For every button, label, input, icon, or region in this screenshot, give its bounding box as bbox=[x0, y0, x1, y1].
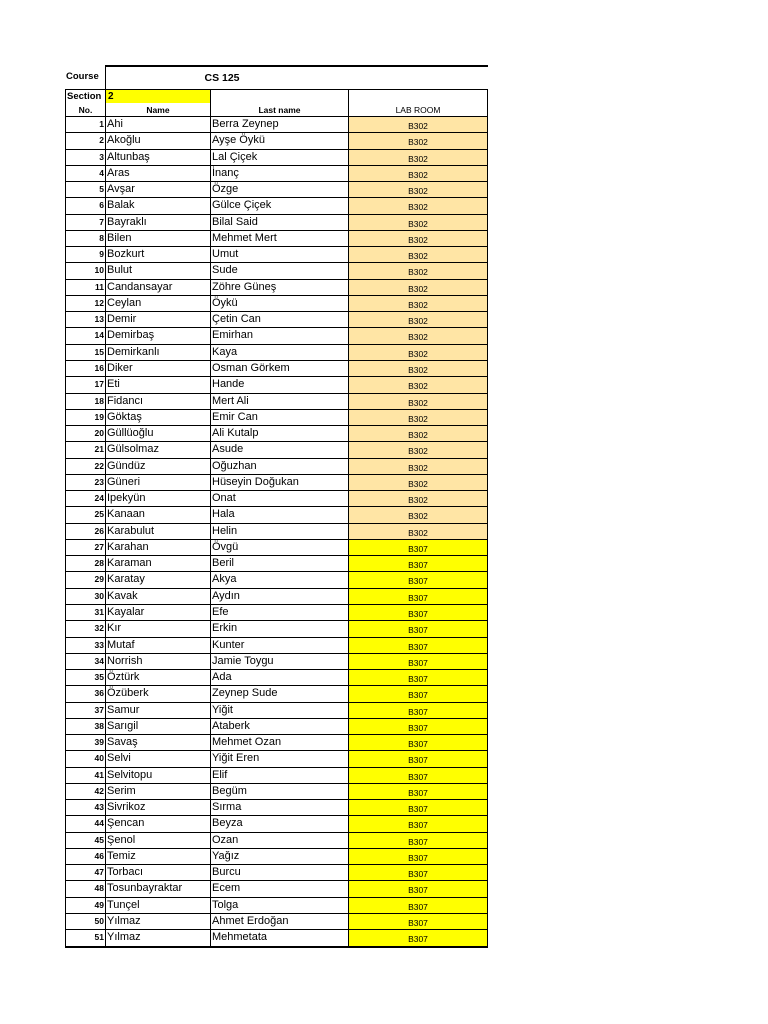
student-lab-room: B302 bbox=[348, 149, 488, 165]
table-row bbox=[65, 181, 488, 197]
table-row bbox=[65, 880, 488, 896]
student-lab-room: B302 bbox=[348, 279, 488, 295]
student-lab-room: B307 bbox=[348, 555, 488, 571]
table-row bbox=[65, 604, 488, 620]
table-row bbox=[65, 262, 488, 278]
table-row bbox=[65, 848, 488, 864]
table-row bbox=[65, 897, 488, 913]
table-row bbox=[65, 783, 488, 799]
table-row bbox=[65, 116, 488, 132]
student-number: 45 bbox=[65, 832, 105, 848]
student-name: Özüberk bbox=[105, 685, 210, 701]
table-row bbox=[65, 197, 488, 213]
student-name: Samur bbox=[105, 702, 210, 718]
student-last-name: Özge bbox=[210, 181, 348, 197]
table-row bbox=[65, 555, 488, 571]
student-number: 13 bbox=[65, 311, 105, 327]
student-lab-room: B302 bbox=[348, 311, 488, 327]
student-last-name: Yiğit bbox=[210, 702, 348, 718]
student-last-name: Mehmetata bbox=[210, 929, 348, 945]
section-blank-cell bbox=[210, 89, 348, 103]
student-lab-room: B302 bbox=[348, 327, 488, 343]
student-lab-room: B302 bbox=[348, 116, 488, 132]
student-name: Eti bbox=[105, 376, 210, 392]
roster-sheet bbox=[65, 65, 488, 946]
student-lab-room: B302 bbox=[348, 344, 488, 360]
student-last-name: Helin bbox=[210, 523, 348, 539]
student-lab-room: B307 bbox=[348, 913, 488, 929]
student-number: 29 bbox=[65, 571, 105, 587]
student-lab-room: B302 bbox=[348, 197, 488, 213]
student-lab-room: B307 bbox=[348, 718, 488, 734]
student-lab-room: B302 bbox=[348, 295, 488, 311]
student-name: Demir bbox=[105, 311, 210, 327]
table-row bbox=[65, 815, 488, 831]
student-last-name: Mert Ali bbox=[210, 393, 348, 409]
table-row bbox=[65, 523, 488, 539]
student-lab-room: B302 bbox=[348, 181, 488, 197]
section-value: 2 bbox=[105, 89, 210, 103]
student-lab-room: B307 bbox=[348, 750, 488, 766]
table-row bbox=[65, 376, 488, 392]
student-last-name: Sude bbox=[210, 262, 348, 278]
student-name: Bilen bbox=[105, 230, 210, 246]
student-number: 24 bbox=[65, 490, 105, 506]
section-lab-cell bbox=[348, 89, 488, 103]
student-name: Savaş bbox=[105, 734, 210, 750]
student-number: 49 bbox=[65, 897, 105, 913]
table-row bbox=[65, 344, 488, 360]
student-number: 31 bbox=[65, 604, 105, 620]
student-number: 33 bbox=[65, 637, 105, 653]
student-number: 7 bbox=[65, 214, 105, 230]
student-number: 50 bbox=[65, 913, 105, 929]
table-row bbox=[65, 588, 488, 604]
header-lab-room: LAB ROOM bbox=[348, 103, 488, 116]
student-name: Gülsolmaz bbox=[105, 441, 210, 457]
student-lab-room: B307 bbox=[348, 864, 488, 880]
student-last-name: Bilal Said bbox=[210, 214, 348, 230]
student-number: 43 bbox=[65, 799, 105, 815]
table-row bbox=[65, 913, 488, 929]
student-name: Mutaf bbox=[105, 637, 210, 653]
student-name: Ahi bbox=[105, 116, 210, 132]
table-row bbox=[65, 393, 488, 409]
section-label: Section bbox=[65, 89, 105, 103]
student-lab-room: B307 bbox=[348, 620, 488, 636]
table-row bbox=[65, 360, 488, 376]
table-row bbox=[65, 149, 488, 165]
student-lab-room: B302 bbox=[348, 425, 488, 441]
student-rows bbox=[65, 116, 488, 946]
student-name: Demirkanlı bbox=[105, 344, 210, 360]
student-number: 34 bbox=[65, 653, 105, 669]
student-number: 17 bbox=[65, 376, 105, 392]
table-row bbox=[65, 571, 488, 587]
student-last-name: Berra Zeynep bbox=[210, 116, 348, 132]
student-number: 44 bbox=[65, 815, 105, 831]
student-name: Güllüoğlu bbox=[105, 425, 210, 441]
student-last-name: Aydın bbox=[210, 588, 348, 604]
student-last-name: Akya bbox=[210, 571, 348, 587]
student-name: Norrish bbox=[105, 653, 210, 669]
course-label: Course bbox=[66, 71, 99, 82]
student-last-name: Yağız bbox=[210, 848, 348, 864]
student-number: 38 bbox=[65, 718, 105, 734]
table-row bbox=[65, 279, 488, 295]
table-row bbox=[65, 490, 488, 506]
student-lab-room: B302 bbox=[348, 490, 488, 506]
student-last-name: Mehmet Ozan bbox=[210, 734, 348, 750]
student-last-name: Hüseyin Doğukan bbox=[210, 474, 348, 490]
student-name: Öztürk bbox=[105, 669, 210, 685]
student-lab-room: B302 bbox=[348, 214, 488, 230]
student-lab-room: B302 bbox=[348, 132, 488, 148]
table-row bbox=[65, 653, 488, 669]
table-row bbox=[65, 637, 488, 653]
student-lab-room: B302 bbox=[348, 376, 488, 392]
student-last-name: Efe bbox=[210, 604, 348, 620]
student-last-name: Yiğit Eren bbox=[210, 750, 348, 766]
table-row bbox=[65, 230, 488, 246]
student-last-name: Begüm bbox=[210, 783, 348, 799]
student-last-name: Ahmet Erdoğan bbox=[210, 913, 348, 929]
student-number: 19 bbox=[65, 409, 105, 425]
student-lab-room: B307 bbox=[348, 832, 488, 848]
student-name: Fidancı bbox=[105, 393, 210, 409]
header-last-name: Last name bbox=[210, 103, 348, 116]
student-last-name: Ada bbox=[210, 669, 348, 685]
table-row bbox=[65, 669, 488, 685]
student-name: Karatay bbox=[105, 571, 210, 587]
student-lab-room: B307 bbox=[348, 685, 488, 701]
student-number: 3 bbox=[65, 149, 105, 165]
student-name: Selvi bbox=[105, 750, 210, 766]
student-name: Akoğlu bbox=[105, 132, 210, 148]
student-lab-room: B307 bbox=[348, 815, 488, 831]
student-number: 10 bbox=[65, 262, 105, 278]
student-last-name: Jamie Toygu bbox=[210, 653, 348, 669]
student-last-name: Umut bbox=[210, 246, 348, 262]
student-name: Göktaş bbox=[105, 409, 210, 425]
header-row bbox=[65, 103, 488, 116]
table-row bbox=[65, 767, 488, 783]
student-lab-room: B302 bbox=[348, 230, 488, 246]
table-row bbox=[65, 474, 488, 490]
student-name: Şencan bbox=[105, 815, 210, 831]
student-name: Kır bbox=[105, 620, 210, 636]
student-number: 6 bbox=[65, 197, 105, 213]
student-last-name: Emir Can bbox=[210, 409, 348, 425]
course-row bbox=[65, 65, 488, 89]
student-last-name: Emirhan bbox=[210, 327, 348, 343]
student-number: 47 bbox=[65, 864, 105, 880]
student-last-name: Zeynep Sude bbox=[210, 685, 348, 701]
student-lab-room: B307 bbox=[348, 848, 488, 864]
student-name: Bozkurt bbox=[105, 246, 210, 262]
student-name: Kayalar bbox=[105, 604, 210, 620]
student-name: Aras bbox=[105, 165, 210, 181]
student-name: Sivrikoz bbox=[105, 799, 210, 815]
student-name: Güneri bbox=[105, 474, 210, 490]
student-number: 4 bbox=[65, 165, 105, 181]
student-number: 20 bbox=[65, 425, 105, 441]
student-last-name: Lal Çiçek bbox=[210, 149, 348, 165]
student-last-name: Elif bbox=[210, 767, 348, 783]
table-row bbox=[65, 718, 488, 734]
student-lab-room: B307 bbox=[348, 604, 488, 620]
student-lab-room: B307 bbox=[348, 588, 488, 604]
student-lab-room: B307 bbox=[348, 767, 488, 783]
student-last-name: Zöhre Güneş bbox=[210, 279, 348, 295]
table-row bbox=[65, 864, 488, 880]
student-number: 16 bbox=[65, 360, 105, 376]
student-name: Karaman bbox=[105, 555, 210, 571]
student-lab-room: B302 bbox=[348, 262, 488, 278]
student-lab-room: B307 bbox=[348, 539, 488, 555]
student-name: Avşar bbox=[105, 181, 210, 197]
student-lab-room: B307 bbox=[348, 653, 488, 669]
student-last-name: Ecem bbox=[210, 880, 348, 896]
student-lab-room: B307 bbox=[348, 799, 488, 815]
student-number: 48 bbox=[65, 880, 105, 896]
student-name: Karahan bbox=[105, 539, 210, 555]
table-row bbox=[65, 311, 488, 327]
student-last-name: Çetin Can bbox=[210, 311, 348, 327]
table-row bbox=[65, 620, 488, 636]
student-name: Şenol bbox=[105, 832, 210, 848]
student-number: 21 bbox=[65, 441, 105, 457]
student-number: 39 bbox=[65, 734, 105, 750]
table-row bbox=[65, 441, 488, 457]
student-last-name: Ataberk bbox=[210, 718, 348, 734]
student-lab-room: B307 bbox=[348, 783, 488, 799]
section-row bbox=[65, 89, 488, 103]
student-lab-room: B302 bbox=[348, 246, 488, 262]
student-name: Bulut bbox=[105, 262, 210, 278]
student-last-name: Onat bbox=[210, 490, 348, 506]
student-number: 51 bbox=[65, 929, 105, 945]
student-number: 5 bbox=[65, 181, 105, 197]
student-number: 26 bbox=[65, 523, 105, 539]
table-row bbox=[65, 734, 488, 750]
student-number: 11 bbox=[65, 279, 105, 295]
student-last-name: Beyza bbox=[210, 815, 348, 831]
student-number: 12 bbox=[65, 295, 105, 311]
student-name: Tosunbayraktar bbox=[105, 880, 210, 896]
student-lab-room: B302 bbox=[348, 409, 488, 425]
table-row bbox=[65, 425, 488, 441]
student-lab-room: B302 bbox=[348, 474, 488, 490]
student-name: Demirbaş bbox=[105, 327, 210, 343]
student-number: 9 bbox=[65, 246, 105, 262]
student-lab-room: B302 bbox=[348, 360, 488, 376]
student-name: Altunbaş bbox=[105, 149, 210, 165]
student-number: 22 bbox=[65, 458, 105, 474]
student-last-name: İnanç bbox=[210, 165, 348, 181]
student-lab-room: B302 bbox=[348, 523, 488, 539]
table-row bbox=[65, 132, 488, 148]
student-last-name: Mehmet Mert bbox=[210, 230, 348, 246]
table-row bbox=[65, 458, 488, 474]
student-number: 23 bbox=[65, 474, 105, 490]
student-lab-room: B307 bbox=[348, 571, 488, 587]
table-row bbox=[65, 539, 488, 555]
student-last-name: Övgü bbox=[210, 539, 348, 555]
student-name: Karabulut bbox=[105, 523, 210, 539]
student-last-name: Gülce Çiçek bbox=[210, 197, 348, 213]
student-name: Kanaan bbox=[105, 506, 210, 522]
student-number: 30 bbox=[65, 588, 105, 604]
student-lab-room: B302 bbox=[348, 506, 488, 522]
student-last-name: Burcu bbox=[210, 864, 348, 880]
student-number: 27 bbox=[65, 539, 105, 555]
student-number: 2 bbox=[65, 132, 105, 148]
header-name: Name bbox=[105, 103, 210, 116]
student-number: 25 bbox=[65, 506, 105, 522]
table-row bbox=[65, 214, 488, 230]
student-last-name: Oğuzhan bbox=[210, 458, 348, 474]
student-number: 36 bbox=[65, 685, 105, 701]
student-last-name: Öykü bbox=[210, 295, 348, 311]
student-last-name: Hande bbox=[210, 376, 348, 392]
table-row bbox=[65, 295, 488, 311]
student-last-name: Hala bbox=[210, 506, 348, 522]
student-lab-room: B307 bbox=[348, 637, 488, 653]
student-name: Sarıgil bbox=[105, 718, 210, 734]
student-lab-room: B302 bbox=[348, 441, 488, 457]
student-last-name: Beril bbox=[210, 555, 348, 571]
student-last-name: Tolga bbox=[210, 897, 348, 913]
student-lab-room: B307 bbox=[348, 669, 488, 685]
table-row bbox=[65, 165, 488, 181]
student-name: Tunçel bbox=[105, 897, 210, 913]
student-lab-room: B307 bbox=[348, 702, 488, 718]
course-title: CS 125 bbox=[105, 65, 488, 89]
student-last-name: Ayşe Öykü bbox=[210, 132, 348, 148]
student-number: 28 bbox=[65, 555, 105, 571]
student-last-name: Kaya bbox=[210, 344, 348, 360]
student-last-name: Kunter bbox=[210, 637, 348, 653]
table-row bbox=[65, 409, 488, 425]
student-number: 35 bbox=[65, 669, 105, 685]
student-name: Temiz bbox=[105, 848, 210, 864]
student-lab-room: B307 bbox=[348, 897, 488, 913]
student-last-name: Ozan bbox=[210, 832, 348, 848]
student-name: Serim bbox=[105, 783, 210, 799]
table-row bbox=[65, 929, 488, 945]
student-name: Diker bbox=[105, 360, 210, 376]
student-lab-room: B307 bbox=[348, 929, 488, 945]
student-last-name: Erkin bbox=[210, 620, 348, 636]
student-name: Torbacı bbox=[105, 864, 210, 880]
table-row bbox=[65, 832, 488, 848]
student-number: 37 bbox=[65, 702, 105, 718]
student-name: Candansayar bbox=[105, 279, 210, 295]
table-row bbox=[65, 327, 488, 343]
student-number: 18 bbox=[65, 393, 105, 409]
table-row bbox=[65, 799, 488, 815]
student-number: 14 bbox=[65, 327, 105, 343]
student-number: 42 bbox=[65, 783, 105, 799]
student-number: 32 bbox=[65, 620, 105, 636]
student-name: Kavak bbox=[105, 588, 210, 604]
student-last-name: Sırma bbox=[210, 799, 348, 815]
student-number: 41 bbox=[65, 767, 105, 783]
student-number: 15 bbox=[65, 344, 105, 360]
student-number: 8 bbox=[65, 230, 105, 246]
student-last-name: Osman Görkem bbox=[210, 360, 348, 376]
student-name: Gündüz bbox=[105, 458, 210, 474]
student-name: Selvitopu bbox=[105, 767, 210, 783]
student-lab-room: B307 bbox=[348, 880, 488, 896]
table-row bbox=[65, 506, 488, 522]
table-row bbox=[65, 246, 488, 262]
table-row bbox=[65, 685, 488, 701]
student-number: 46 bbox=[65, 848, 105, 864]
table-row bbox=[65, 750, 488, 766]
student-name: Bayraklı bbox=[105, 214, 210, 230]
student-name: Ipekyün bbox=[105, 490, 210, 506]
student-name: Balak bbox=[105, 197, 210, 213]
student-name: Yılmaz bbox=[105, 929, 210, 945]
student-last-name: Ali Kutalp bbox=[210, 425, 348, 441]
header-no: No. bbox=[65, 103, 105, 116]
student-name: Ceylan bbox=[105, 295, 210, 311]
table-row bbox=[65, 702, 488, 718]
student-number: 1 bbox=[65, 116, 105, 132]
student-name: Yılmaz bbox=[105, 913, 210, 929]
student-last-name: Asude bbox=[210, 441, 348, 457]
table-bottom-border bbox=[65, 946, 488, 948]
student-lab-room: B307 bbox=[348, 734, 488, 750]
student-lab-room: B302 bbox=[348, 458, 488, 474]
student-lab-room: B302 bbox=[348, 393, 488, 409]
student-number: 40 bbox=[65, 750, 105, 766]
student-lab-room: B302 bbox=[348, 165, 488, 181]
